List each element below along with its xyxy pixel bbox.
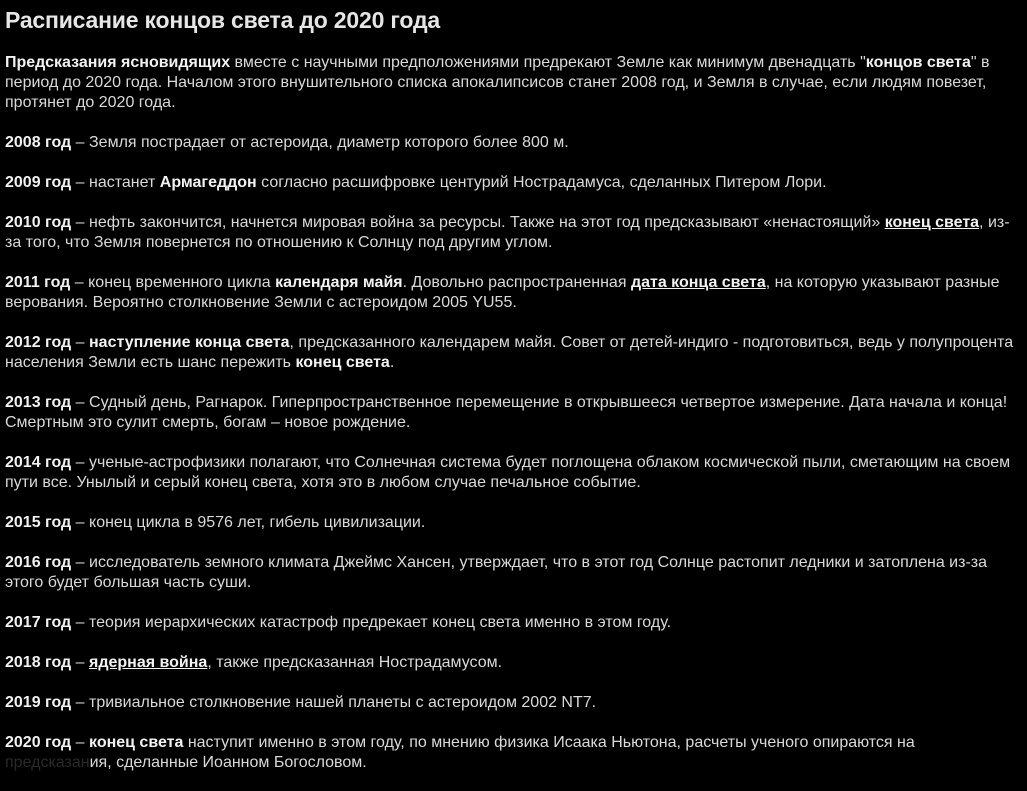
entry-2018 <box>5 653 1022 673</box>
intro-text-1: вместе с научными предположениями предрекают Земле как минимум двенадцать " <box>230 54 866 71</box>
year-label: 2019 год <box>5 694 72 711</box>
year-label: 2014 год <box>5 454 72 471</box>
entry-text: . Довольно распространенная <box>402 274 631 291</box>
entry-text: – <box>71 334 90 351</box>
intro-bold-2: концов света <box>865 54 971 71</box>
page-title: Расписание концов света до 2020 года <box>5 7 440 33</box>
entry-2020 <box>5 733 1022 773</box>
year-label: 2015 год <box>5 514 72 531</box>
link-konec-sveta[interactable]: конец света <box>884 214 980 231</box>
entry-2010 <box>5 213 1022 253</box>
intro-text-2: " в период до 2020 года. Началом этого внушительного списка апокалипсисов станет 2008 год, и Земля в случае, если людям повезет, протянет до 2020 года. <box>5 54 990 111</box>
faded-text: предсказан <box>5 754 90 771</box>
entry-2016 <box>5 553 1022 593</box>
entry-bold: наступление конца света <box>89 334 290 351</box>
entry-bold: конец света <box>295 354 390 371</box>
entry-text: согласно расшифровке центурий Нострадамуса, сделанных Питером Лори. <box>256 174 827 191</box>
year-label: 2012 год <box>5 334 72 351</box>
entry-text: , из-за того, что Земля повернется по отношению к Солнцу под другим углом. <box>5 214 1010 251</box>
entry-2009 <box>5 173 1022 193</box>
entry-text: , на которую указывают разные верования. Вероятно столкновение Земли с астероидом 2005 YU55. <box>5 274 1000 311</box>
entry-2008 <box>5 133 1022 153</box>
entry-2011 <box>5 273 1022 313</box>
entry-2012 <box>5 333 1022 373</box>
entry-2019 <box>5 693 1022 713</box>
entry-text: ия, сделанные Иоанном Богословом. <box>89 754 367 771</box>
year-label: 2016 год <box>5 554 72 571</box>
link-data-konca-sveta[interactable]: дата конца света <box>630 274 766 291</box>
entry-2014 <box>5 453 1022 493</box>
year-label: 2011 год <box>5 274 71 291</box>
year-label: 2020 год <box>5 734 72 751</box>
entry-text: – конец цикла в 9576 лет, гибель цивилизации. <box>71 514 426 531</box>
entry-text: наступит именно в этом году, по мнению физика Исаака Ньютона, расчеты ученого опираются на <box>183 734 915 751</box>
year-label: 2018 год <box>5 654 72 671</box>
entry-text: – теория иерархических катастроф предрекает конец света именно в этом году. <box>71 614 672 631</box>
entry-text: , предсказанного календарем майя. Совет от детей-индиго - подготовиться, ведь у полупроцента населения Земли есть шанс пережить <box>5 334 1014 371</box>
entry-text: – <box>71 734 90 751</box>
entry-2017 <box>5 613 1022 633</box>
entry-text: – ученые-астрофизики полагают, что Солнечная система будет поглощена облаком космической пыли, сметающим на своем пути все. Унылый и серый конец света, хотя это в любом случае печальное событие. <box>5 454 1011 491</box>
year-label: 2010 год <box>5 214 72 231</box>
entry-bold: конец света <box>89 734 184 751</box>
link-yadernaya-voyna[interactable]: ядерная война <box>89 654 208 671</box>
entry-text: – исследователь земного климата Джеймс Хансен, утверждает, что в этот год Солнце растопит ледники и затоплена из-за этого будет большая часть суши. <box>5 554 988 591</box>
intro-lead: Предсказания ясновидящих <box>5 54 231 71</box>
entry-text: – настанет <box>71 174 160 191</box>
entry-bold: Армагеддон <box>159 174 257 191</box>
entry-text: , также предсказанная Нострадамусом. <box>207 654 503 671</box>
entry-2013 <box>5 393 1022 433</box>
year-label: 2009 год <box>5 174 72 191</box>
entry-text: – <box>71 654 90 671</box>
entry-text: – нефть закончится, начнется мировая война за ресурсы. Также на этот год предсказывают «ненастоящий» <box>71 214 885 231</box>
entry-bold: календаря майя <box>275 274 403 291</box>
year-label: 2013 год <box>5 394 72 411</box>
entry-text: – Судный день, Рагнарок. Гиперпространственное перемещение в открывшееся четвертое измерение. Дата начала и конца! Смертным это сулит смерть, богам – новое рождение. <box>5 394 1008 431</box>
entry-text: . <box>389 354 395 371</box>
year-label: 2008 год <box>5 134 72 151</box>
entry-2015 <box>5 513 1022 533</box>
intro-paragraph <box>5 53 1022 113</box>
entry-text: – Земля пострадает от астероида, диаметр которого более 800 м. <box>71 134 569 151</box>
entry-text: – тривиальное столкновение нашей планеты с астероидом 2002 NT7. <box>71 694 597 711</box>
entry-text: – конец временного цикла <box>70 274 276 291</box>
year-label: 2017 год <box>5 614 72 631</box>
